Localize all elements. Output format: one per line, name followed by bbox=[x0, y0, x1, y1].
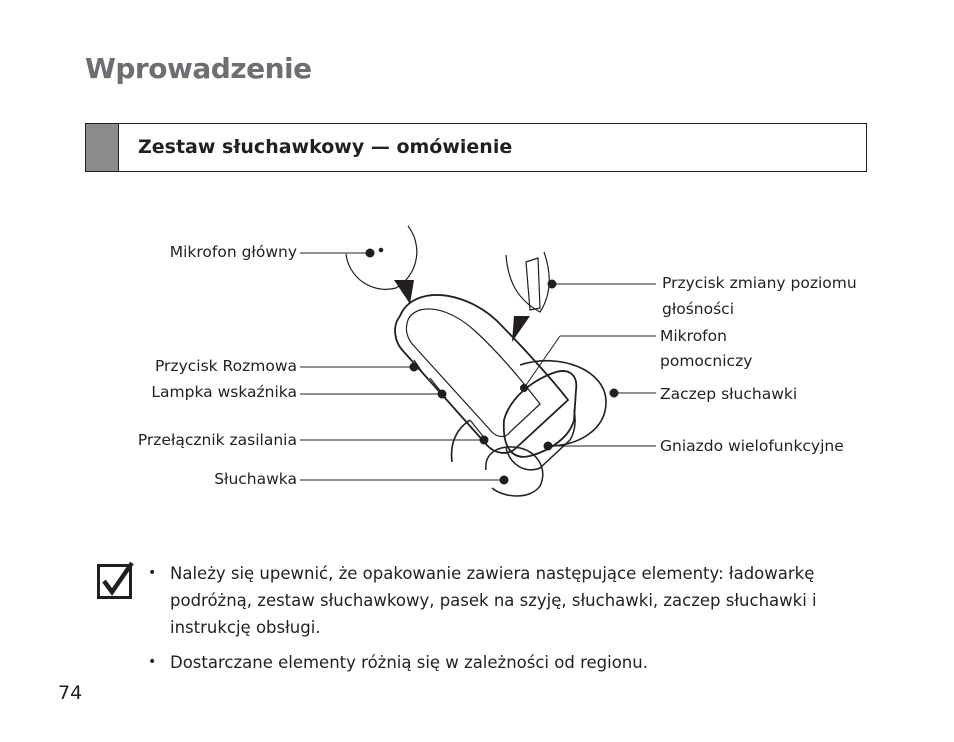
main-mic-zoom-outline bbox=[346, 226, 417, 289]
main-mic-pointer-arrow bbox=[394, 280, 414, 304]
label-volume-button-line1: Przycisk zmiany poziomu bbox=[662, 274, 857, 292]
label-aux-mic-line1: Mikrofon bbox=[660, 327, 727, 345]
label-multi-jack: Gniazdo wielofunkcyjne bbox=[660, 437, 844, 455]
headset-front-cap-lower bbox=[506, 410, 575, 470]
volume-zoom-inner bbox=[526, 258, 540, 310]
label-indicator-light: Lampka wskaźnika bbox=[151, 383, 297, 401]
ear-hook-stem bbox=[452, 420, 470, 462]
page-number: 74 bbox=[58, 682, 83, 704]
checkbox-check-icon bbox=[97, 561, 135, 601]
label-earpiece: Słuchawka bbox=[214, 470, 297, 488]
note-item: • Dostarczane elementy różnią się w zależności od regionu. bbox=[148, 649, 873, 676]
label-power-switch: Przełącznik zasilania bbox=[137, 431, 297, 449]
label-talk-button: Przycisk Rozmowa bbox=[154, 357, 297, 375]
note-item: • Należy się upewnić, że opakowanie zawiera następujące elementy: ładowarkę podróżną, zestaw słuchawkowy, pasek na szyję, słuchawki, zaczep słuchawki i instrukcję obsługi. bbox=[148, 560, 873, 641]
headset-body-outer bbox=[395, 295, 568, 453]
label-ear-hook: Zaczep słuchawki bbox=[660, 385, 798, 403]
page-title: Wprowadzenie bbox=[85, 52, 312, 85]
label-volume-button-line2: głośności bbox=[662, 300, 735, 318]
notes-list bbox=[148, 560, 873, 684]
label-main-mic: Mikrofon główny bbox=[169, 243, 297, 261]
section-title: Zestaw słuchawkowy — omówienie bbox=[138, 136, 513, 158]
label-aux-mic-line2: pomocniczy bbox=[660, 352, 753, 370]
